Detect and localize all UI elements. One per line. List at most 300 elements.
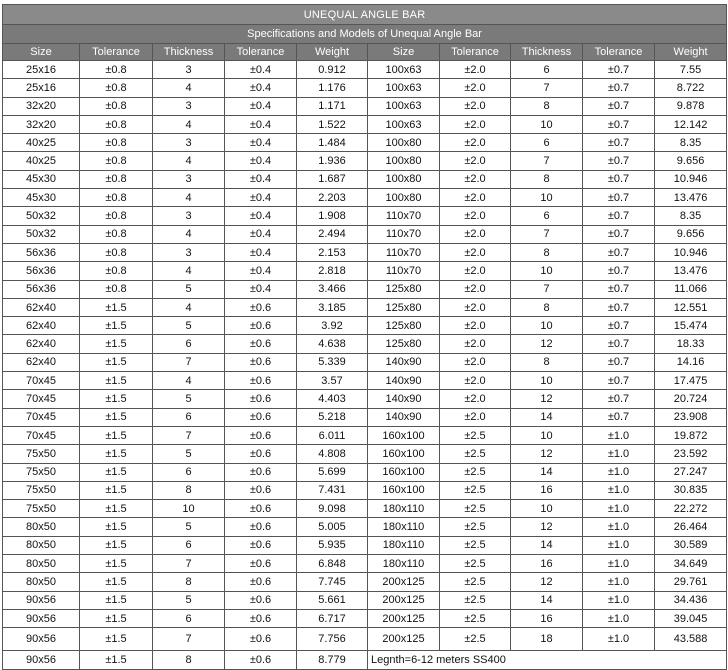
table-cell: ±0.4 xyxy=(225,243,297,261)
table-cell: 7.745 xyxy=(297,573,368,591)
table-cell: 3.466 xyxy=(297,280,368,298)
table-cell: ±1.0 xyxy=(583,591,655,609)
table-cell: ±0.4 xyxy=(225,61,297,79)
column-header: Tolerance xyxy=(440,44,511,61)
table-row xyxy=(3,280,727,298)
table-row xyxy=(3,225,727,243)
table-cell: ±1.5 xyxy=(80,390,153,408)
table-cell: ±0.6 xyxy=(225,651,297,669)
table-cell: ±0.8 xyxy=(80,170,153,188)
table-cell: ±2.5 xyxy=(440,481,511,499)
table-cell: ±0.4 xyxy=(225,189,297,207)
table-cell: 29.761 xyxy=(655,573,727,591)
table-cell: ±1.5 xyxy=(80,481,153,499)
table-body xyxy=(3,61,727,670)
table-cell: 32x20 xyxy=(3,97,80,115)
table-cell: 80x50 xyxy=(3,518,80,536)
table-cell: ±0.6 xyxy=(225,298,297,316)
table-cell: 43.588 xyxy=(655,628,727,651)
table-cell: 5.935 xyxy=(297,536,368,554)
table-row xyxy=(3,115,727,133)
table-row xyxy=(3,79,727,97)
table-cell: ±0.8 xyxy=(80,115,153,133)
table-cell: 100x63 xyxy=(368,61,440,79)
table-cell: 70x45 xyxy=(3,372,80,390)
table-cell: ±2.0 xyxy=(440,79,511,97)
table-cell: ±1.0 xyxy=(583,500,655,518)
table-cell: 90x56 xyxy=(3,591,80,609)
table-cell: 11.066 xyxy=(655,280,727,298)
table-cell: 4.638 xyxy=(297,335,368,353)
table-cell: 75x50 xyxy=(3,481,80,499)
table-cell: 32x20 xyxy=(3,115,80,133)
table-cell: 25x16 xyxy=(3,61,80,79)
table-cell: ±0.6 xyxy=(225,372,297,390)
table-cell: 160x100 xyxy=(368,463,440,481)
table-cell: ±2.0 xyxy=(440,317,511,335)
table-cell: ±0.7 xyxy=(583,170,655,188)
table-cell: 6 xyxy=(153,463,225,481)
table-cell: 80x50 xyxy=(3,555,80,573)
table-cell: 125x80 xyxy=(368,317,440,335)
table-cell: 3.185 xyxy=(297,298,368,316)
table-cell: 180x110 xyxy=(368,518,440,536)
table-cell: 6 xyxy=(511,134,583,152)
table-cell: 25x16 xyxy=(3,79,80,97)
table-cell: ±1.5 xyxy=(80,408,153,426)
table-cell: 140x90 xyxy=(368,372,440,390)
table-cell: 30.835 xyxy=(655,481,727,499)
table-cell: ±1.5 xyxy=(80,591,153,609)
table-cell: ±0.7 xyxy=(583,280,655,298)
table-cell: 3 xyxy=(153,97,225,115)
table-cell: 110x70 xyxy=(368,207,440,225)
table-cell: ±0.7 xyxy=(583,189,655,207)
table-cell: 45x30 xyxy=(3,189,80,207)
table-cell: ±0.6 xyxy=(225,573,297,591)
column-header: Tolerance xyxy=(583,44,655,61)
length-note: Legnth=6-12 meters SS400 xyxy=(368,651,727,669)
table-row xyxy=(3,518,727,536)
table-cell: 8.35 xyxy=(655,207,727,225)
table-cell: 8 xyxy=(511,298,583,316)
table-cell: ±0.4 xyxy=(225,79,297,97)
table-cell: 39.045 xyxy=(655,609,727,627)
table-row xyxy=(3,207,727,225)
table-row xyxy=(3,317,727,335)
table-cell: 5.218 xyxy=(297,408,368,426)
table-cell: 14 xyxy=(511,536,583,554)
table-cell: ±0.7 xyxy=(583,152,655,170)
table-cell: 3 xyxy=(153,134,225,152)
table-cell: ±1.5 xyxy=(80,518,153,536)
table-cell: ±0.8 xyxy=(80,152,153,170)
table-cell: 5.005 xyxy=(297,518,368,536)
table-cell: 16 xyxy=(511,481,583,499)
table-cell: 4 xyxy=(153,152,225,170)
table-cell: 6 xyxy=(153,335,225,353)
table-cell: ±0.6 xyxy=(225,536,297,554)
table-cell: 80x50 xyxy=(3,536,80,554)
table-cell: ±1.0 xyxy=(583,518,655,536)
table-cell: ±0.6 xyxy=(225,408,297,426)
table-cell: ±1.5 xyxy=(80,500,153,518)
table-cell: ±0.6 xyxy=(225,463,297,481)
table-cell: ±2.0 xyxy=(440,152,511,170)
table-cell: ±2.5 xyxy=(440,463,511,481)
table-cell: 12 xyxy=(511,573,583,591)
table-cell: ±0.8 xyxy=(80,134,153,152)
table-cell: 7 xyxy=(511,79,583,97)
table-cell: 0.912 xyxy=(297,61,368,79)
table-cell: 7 xyxy=(511,225,583,243)
table-cell: 10 xyxy=(511,262,583,280)
table-cell: ±2.0 xyxy=(440,408,511,426)
table-cell: 180x110 xyxy=(368,555,440,573)
table-cell: 4.403 xyxy=(297,390,368,408)
table-cell: 100x63 xyxy=(368,115,440,133)
table-cell: 1.522 xyxy=(297,115,368,133)
table-cell: 6 xyxy=(153,536,225,554)
table-cell: ±0.7 xyxy=(583,353,655,371)
table-cell: ±2.5 xyxy=(440,536,511,554)
table-cell: 125x80 xyxy=(368,280,440,298)
table-cell: 1.936 xyxy=(297,152,368,170)
column-header: Weight xyxy=(655,44,727,61)
table-cell: 160x100 xyxy=(368,426,440,444)
table-cell: ±1.5 xyxy=(80,426,153,444)
table-row xyxy=(3,651,727,669)
table-title: UNEQUAL ANGLE BAR xyxy=(3,5,727,25)
table-cell: 9.656 xyxy=(655,152,727,170)
table-cell: ±2.0 xyxy=(440,243,511,261)
table-cell: 34.649 xyxy=(655,555,727,573)
table-cell: 100x80 xyxy=(368,189,440,207)
table-cell: 7 xyxy=(511,280,583,298)
table-cell: ±1.5 xyxy=(80,463,153,481)
table-cell: 110x70 xyxy=(368,225,440,243)
table-row xyxy=(3,170,727,188)
table-cell: 12.142 xyxy=(655,115,727,133)
table-cell: 1.171 xyxy=(297,97,368,115)
column-header: Tolerance xyxy=(225,44,297,61)
table-cell: ±0.7 xyxy=(583,115,655,133)
table-cell: ±1.0 xyxy=(583,445,655,463)
table-row xyxy=(3,61,727,79)
column-header: Thickness xyxy=(153,44,225,61)
table-cell: ±0.7 xyxy=(583,225,655,243)
table-row xyxy=(3,591,727,609)
angle-bar-table xyxy=(2,4,727,670)
table-cell: 10.946 xyxy=(655,170,727,188)
table-cell: 140x90 xyxy=(368,408,440,426)
table-cell: 13.476 xyxy=(655,189,727,207)
table-cell: 19.872 xyxy=(655,426,727,444)
table-cell: 7.55 xyxy=(655,61,727,79)
table-cell: ±2.0 xyxy=(440,225,511,243)
table-cell: ±0.4 xyxy=(225,97,297,115)
table-row xyxy=(3,298,727,316)
table-cell: 80x50 xyxy=(3,573,80,591)
table-cell: 5.699 xyxy=(297,463,368,481)
table-cell: 10 xyxy=(511,372,583,390)
table-cell: 70x45 xyxy=(3,408,80,426)
table-cell: 75x50 xyxy=(3,463,80,481)
table-cell: ±2.0 xyxy=(440,134,511,152)
table-cell: 7.756 xyxy=(297,628,368,651)
table-cell: 27.247 xyxy=(655,463,727,481)
table-cell: ±2.5 xyxy=(440,555,511,573)
table-cell: 3.57 xyxy=(297,372,368,390)
table-cell: ±1.5 xyxy=(80,353,153,371)
table-cell: ±0.7 xyxy=(583,317,655,335)
table-cell: ±1.5 xyxy=(80,445,153,463)
table-cell: 8 xyxy=(511,97,583,115)
table-row xyxy=(3,262,727,280)
table-cell: ±1.0 xyxy=(583,555,655,573)
table-cell: ±1.0 xyxy=(583,573,655,591)
table-cell: ±0.7 xyxy=(583,408,655,426)
table-cell: ±2.0 xyxy=(440,170,511,188)
table-cell: 5 xyxy=(153,390,225,408)
table-cell: 8 xyxy=(153,651,225,669)
column-header: Tolerance xyxy=(80,44,153,61)
table-cell: ±0.6 xyxy=(225,609,297,627)
table-cell: ±2.5 xyxy=(440,591,511,609)
table-cell: ±2.0 xyxy=(440,372,511,390)
table-cell: 160x100 xyxy=(368,481,440,499)
table-cell: ±0.6 xyxy=(225,555,297,573)
table-cell: ±0.6 xyxy=(225,317,297,335)
table-cell: 6 xyxy=(511,207,583,225)
table-row xyxy=(3,152,727,170)
table-cell: 5.339 xyxy=(297,353,368,371)
table-cell: ±0.4 xyxy=(225,170,297,188)
table-cell: 200x125 xyxy=(368,591,440,609)
table-cell: 12 xyxy=(511,390,583,408)
table-cell: 10 xyxy=(511,189,583,207)
table-cell: 6.717 xyxy=(297,609,368,627)
table-cell: 90x56 xyxy=(3,651,80,669)
table-row xyxy=(3,408,727,426)
table-cell: ±0.8 xyxy=(80,61,153,79)
table-cell: 5 xyxy=(153,518,225,536)
table-cell: 8.722 xyxy=(655,79,727,97)
table-cell: ±0.6 xyxy=(225,481,297,499)
table-cell: 45x30 xyxy=(3,170,80,188)
table-cell: ±1.5 xyxy=(80,628,153,651)
table-cell: 4.808 xyxy=(297,445,368,463)
table-cell: 10 xyxy=(511,500,583,518)
table-cell: 9.656 xyxy=(655,225,727,243)
table-cell: 23.908 xyxy=(655,408,727,426)
table-cell: ±0.6 xyxy=(225,335,297,353)
table-cell: 110x70 xyxy=(368,262,440,280)
table-subtitle: Specifications and Models of Unequal Angle Bar xyxy=(3,25,727,44)
table-cell: ±2.0 xyxy=(440,115,511,133)
table-cell: ±0.7 xyxy=(583,372,655,390)
table-row xyxy=(3,609,727,627)
table-cell: 10.946 xyxy=(655,243,727,261)
table-cell: 200x125 xyxy=(368,628,440,651)
table-cell: ±0.6 xyxy=(225,628,297,651)
table-cell: 15.474 xyxy=(655,317,727,335)
table-cell: ±0.8 xyxy=(80,79,153,97)
table-cell: 62x40 xyxy=(3,353,80,371)
table-cell: ±0.7 xyxy=(583,298,655,316)
table-cell: 14.16 xyxy=(655,353,727,371)
table-cell: 12 xyxy=(511,518,583,536)
table-cell: 2.203 xyxy=(297,189,368,207)
table-cell: 8.779 xyxy=(297,651,368,669)
table-row xyxy=(3,390,727,408)
table-cell: ±0.6 xyxy=(225,518,297,536)
table-cell: 8 xyxy=(511,353,583,371)
table-row xyxy=(3,189,727,207)
table-cell: 56x36 xyxy=(3,262,80,280)
table-cell: 110x70 xyxy=(368,243,440,261)
table-cell: 90x56 xyxy=(3,609,80,627)
table-cell: 200x125 xyxy=(368,573,440,591)
table-cell: ±0.7 xyxy=(583,207,655,225)
table-row xyxy=(3,372,727,390)
table-cell: ±1.0 xyxy=(583,628,655,651)
table-cell: 5.661 xyxy=(297,591,368,609)
table-cell: ±2.0 xyxy=(440,280,511,298)
table-cell: 140x90 xyxy=(368,390,440,408)
table-cell: ±2.0 xyxy=(440,61,511,79)
table-cell: 3 xyxy=(153,243,225,261)
table-row xyxy=(3,536,727,554)
table-cell: 56x36 xyxy=(3,243,80,261)
table-cell: ±0.6 xyxy=(225,426,297,444)
table-cell: 18 xyxy=(511,628,583,651)
table-cell: 9.878 xyxy=(655,97,727,115)
table-cell: 6.848 xyxy=(297,555,368,573)
table-cell: 6 xyxy=(153,408,225,426)
table-cell: 8.35 xyxy=(655,134,727,152)
table-cell: ±0.7 xyxy=(583,390,655,408)
table-cell: 3 xyxy=(153,170,225,188)
table-cell: ±2.0 xyxy=(440,353,511,371)
table-cell: 8 xyxy=(153,481,225,499)
table-cell: ±0.4 xyxy=(225,134,297,152)
table-cell: 75x50 xyxy=(3,500,80,518)
header-row xyxy=(3,44,727,61)
table-cell: 34.436 xyxy=(655,591,727,609)
table-cell: 100x80 xyxy=(368,134,440,152)
column-header: Size xyxy=(3,44,80,61)
table-cell: ±2.0 xyxy=(440,97,511,115)
table-row xyxy=(3,445,727,463)
table-row xyxy=(3,134,727,152)
table-cell: 14 xyxy=(511,463,583,481)
table-cell: 4 xyxy=(153,189,225,207)
table-cell: 22.272 xyxy=(655,500,727,518)
table-cell: ±0.7 xyxy=(583,262,655,280)
table-cell: ±0.8 xyxy=(80,189,153,207)
table-cell: ±0.6 xyxy=(225,591,297,609)
table-cell: 2.818 xyxy=(297,262,368,280)
table-cell: 56x36 xyxy=(3,280,80,298)
table-cell: ±0.6 xyxy=(225,353,297,371)
table-cell: ±2.5 xyxy=(440,609,511,627)
table-cell: ±0.7 xyxy=(583,134,655,152)
table-cell: 3 xyxy=(153,61,225,79)
table-row xyxy=(3,628,727,651)
table-cell: ±0.4 xyxy=(225,115,297,133)
table-cell: ±2.0 xyxy=(440,207,511,225)
table-cell: 100x63 xyxy=(368,97,440,115)
table-cell: 12 xyxy=(511,335,583,353)
table-cell: 1.687 xyxy=(297,170,368,188)
table-cell: ±2.5 xyxy=(440,500,511,518)
table-cell: ±1.5 xyxy=(80,335,153,353)
table-cell: 13.476 xyxy=(655,262,727,280)
table-cell: ±2.5 xyxy=(440,426,511,444)
table-cell: 4 xyxy=(153,372,225,390)
table-cell: ±0.6 xyxy=(225,390,297,408)
table-cell: 160x100 xyxy=(368,445,440,463)
table-cell: ±1.0 xyxy=(583,481,655,499)
table-cell: ±2.0 xyxy=(440,262,511,280)
table-cell: ±0.7 xyxy=(583,61,655,79)
table-cell: ±1.5 xyxy=(80,555,153,573)
table-cell: 62x40 xyxy=(3,317,80,335)
table-cell: ±0.8 xyxy=(80,262,153,280)
table-cell: ±0.6 xyxy=(225,445,297,463)
table-cell: 40x25 xyxy=(3,134,80,152)
table-cell: 7 xyxy=(153,426,225,444)
table-cell: 20.724 xyxy=(655,390,727,408)
table-cell: 5 xyxy=(153,280,225,298)
table-cell: 7 xyxy=(153,353,225,371)
table-cell: 8 xyxy=(153,573,225,591)
table-cell: 7 xyxy=(153,628,225,651)
table-cell: ±0.4 xyxy=(225,280,297,298)
table-cell: 180x110 xyxy=(368,500,440,518)
table-cell: 4 xyxy=(153,262,225,280)
table-cell: 100x80 xyxy=(368,170,440,188)
table-cell: 4 xyxy=(153,115,225,133)
table-cell: ±2.5 xyxy=(440,628,511,651)
table-cell: 50x32 xyxy=(3,207,80,225)
table-cell: 23.592 xyxy=(655,445,727,463)
table-cell: ±2.0 xyxy=(440,335,511,353)
table-cell: ±2.0 xyxy=(440,298,511,316)
table-row xyxy=(3,500,727,518)
table-cell: ±1.5 xyxy=(80,298,153,316)
table-cell: 4 xyxy=(153,225,225,243)
table-cell: 16 xyxy=(511,555,583,573)
table-cell: ±0.4 xyxy=(225,225,297,243)
table-cell: 16 xyxy=(511,609,583,627)
table-row xyxy=(3,573,727,591)
table-cell: 18.33 xyxy=(655,335,727,353)
column-header: Weight xyxy=(297,44,368,61)
table-cell: ±0.7 xyxy=(583,97,655,115)
table-row xyxy=(3,353,727,371)
table-cell: 17.475 xyxy=(655,372,727,390)
table-row xyxy=(3,555,727,573)
table-row xyxy=(3,335,727,353)
table-cell: ±1.0 xyxy=(583,609,655,627)
table-cell: 125x80 xyxy=(368,335,440,353)
table-cell: ±1.0 xyxy=(583,463,655,481)
table-cell: ±0.8 xyxy=(80,97,153,115)
table-cell: ±0.8 xyxy=(80,225,153,243)
table-cell: ±0.8 xyxy=(80,207,153,225)
